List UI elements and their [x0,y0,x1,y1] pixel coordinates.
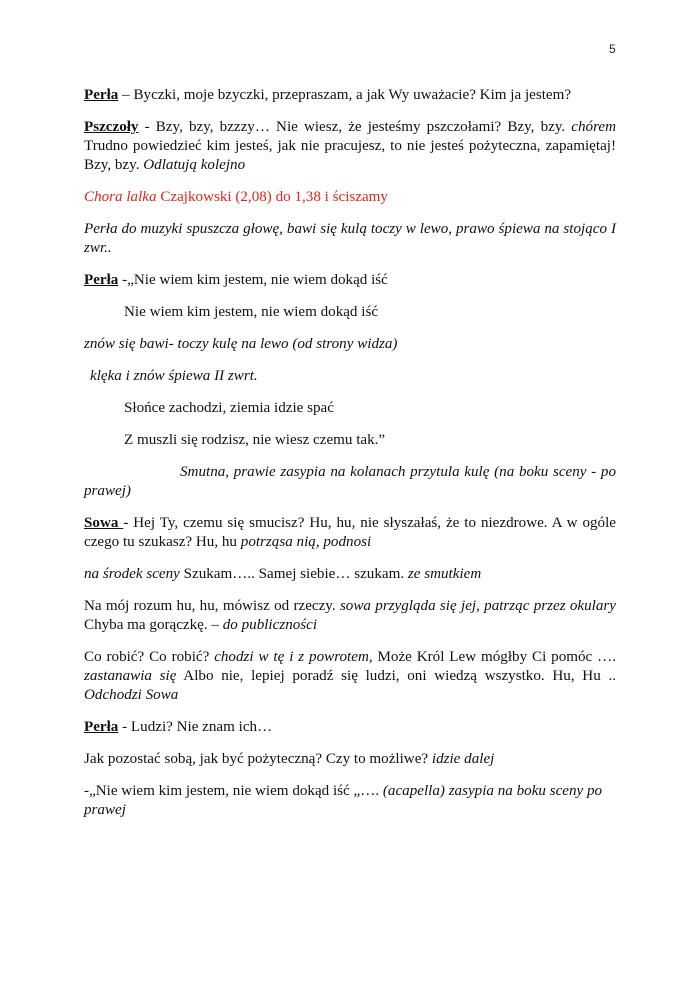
dialogue-text: Chyba ma gorączkę. – [84,617,223,633]
line-sowa-robic [84,648,616,705]
line-perla-ludzi [84,718,616,737]
music-details: Czajkowski (2,08) do 1,38 i ściszamy [156,189,388,205]
stage-direction: ze smutkiem [407,566,482,582]
stage-direction: Smutna, prawie zasypia na kolanach przytula kulę (na boku sceny - po prawej) [84,464,616,499]
lyric-line: Z muszli się rodzisz, nie wiesz czemu tak.” [124,432,386,448]
stage-direction-block: znów się bawi- toczy kulę na lewo (od strony widza) [84,336,398,352]
line-sowa [84,514,616,552]
speaker-name: Perła [84,719,119,735]
page-number: 5 [609,42,616,56]
stage-direction-block: Perła do muzyki spuszcza głowę, bawi się kulą toczy w lewo, prawo śpiewa na stojąco I zwr.. [84,221,616,256]
music-title: Chora lalka [84,189,157,205]
stage-direction: zastanawia się [84,668,177,684]
dialogue-text: Szukam….. Samej siebie… szukam. [179,566,408,582]
line-perla-question [84,86,616,105]
line-pszczoly [84,118,616,175]
stage-direction: chórem [571,119,616,135]
dialogue-text: - Bzy, bzy, bzzzy… Nie wiesz, że jesteśmy pszczołami? Bzy, bzy. [138,119,572,135]
stage-direction: (acapella) [382,783,445,799]
stage-direction-block: klęka i znów śpiewa II zwrt. [90,368,258,384]
stage-direction: zasypia na boku sceny po prawej [84,783,603,818]
speaker-name: Sowa [84,515,124,531]
stage-direction: chodzi w tę i z powrotem, [214,649,373,665]
stage-direction: Odchodzi Sowa [84,687,179,703]
stage-direction-block [84,463,616,501]
line-sowa-cont [84,565,616,584]
dialogue-text: Trudno powiedzieć kim jesteś, jak nie pracujesz, to nie jesteś pożyteczna, zapamiętaj! Bzy, bzy. [84,138,616,173]
speaker-name: Perła [84,87,119,103]
dialogue-text: – Byczki, moje bzyczki, przepraszam, a jak Wy uważacie? Kim ja jestem? [118,87,572,103]
stage-direction: na środek sceny [84,566,180,582]
lyric-text: -„Nie wiem kim jestem, nie wiem dokąd iść „…. [84,783,383,799]
music-cue [84,188,616,207]
line-perla-song [84,271,616,290]
speaker-name: Pszczoły [84,119,139,135]
line-sowa-rozum [84,597,616,635]
script-text [84,86,616,833]
stage-direction: idzie dalej [431,751,495,767]
line-perla-acapella [84,782,616,820]
dialogue-text: Co robić? Co robić? [84,649,215,665]
lyric-text: -„Nie wiem kim jestem, nie wiem dokąd iść [118,272,388,288]
dialogue-text: Na mój rozum hu, hu, mówisz od rzeczy. [84,598,340,614]
lyric-line: Słońce zachodzi, ziemia idzie spać [124,400,334,416]
dialogue-text: Może Król Lew mógłby Ci pomóc …. [372,649,616,665]
lyric-line: Nie wiem kim jestem, nie wiem dokąd iść [124,304,379,320]
stage-direction: Odlatują kolejno [143,157,246,173]
dialogue-text: Albo nie, lepiej poradź się ludzi, oni wiedzą wszystko. Hu, Hu .. [176,668,616,684]
dialogue-text: Jak pozostać sobą, jak być pożyteczną? Czy to możliwe? [84,751,432,767]
line-perla-soba [84,750,616,769]
stage-direction: sowa przygląda się jej, patrząc przez okulary [339,598,616,614]
speaker-name: Perła [84,272,119,288]
stage-direction: potrząsa nią, podnosi [240,534,372,550]
dialogue-text: - Hej Ty, czemu się smucisz? Hu, hu, nie słyszałaś, że to niezdrowe. A w ogóle czego tu szukasz? Hu, hu [84,515,616,550]
dialogue-text: - Ludzi? Nie znam ich… [118,719,273,735]
stage-direction: do publiczności [222,617,318,633]
